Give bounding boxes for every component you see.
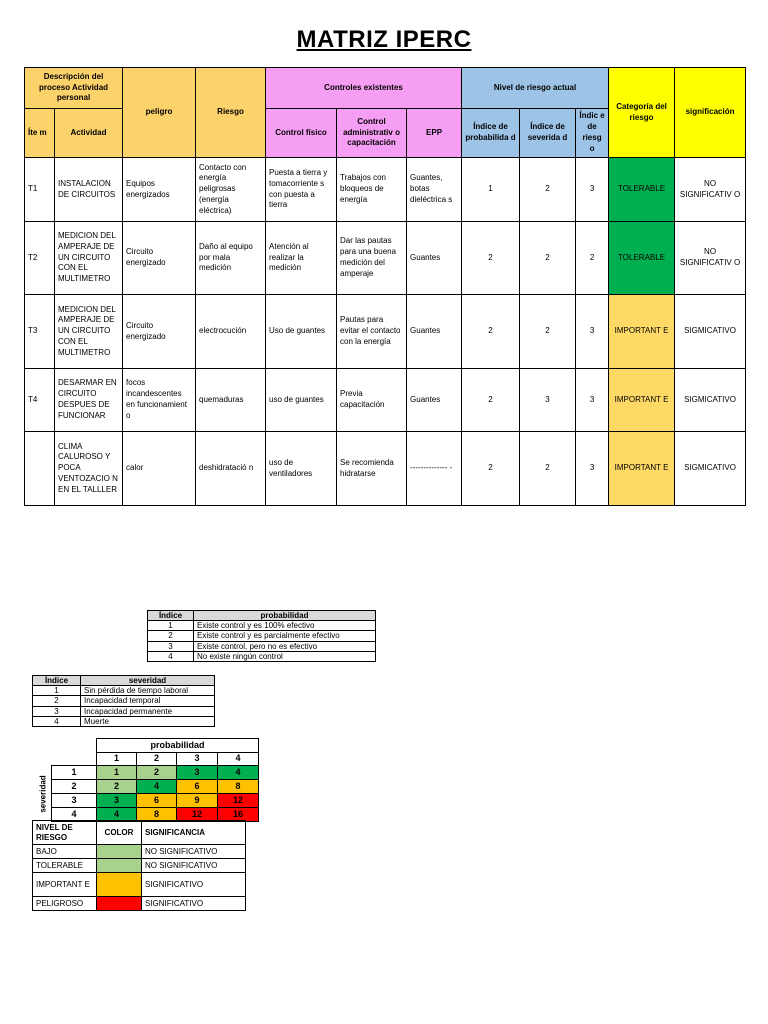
cell-significacion: SIGMICATIVO — [675, 369, 746, 432]
matrix-cell: 8 — [137, 808, 177, 822]
legend-color-swatch — [97, 859, 142, 873]
prob-indice: 2 — [148, 631, 194, 641]
cell-control-fisico: uso de guantes — [266, 369, 337, 432]
table-row — [25, 158, 746, 222]
header-riesgo: Riesgo — [196, 68, 266, 158]
risk-matrix — [51, 738, 259, 822]
cell-peligro: Equipos energizados — [123, 158, 196, 222]
matrix-cell: 8 — [218, 780, 259, 794]
cell-categoria: TOLERABLE — [609, 158, 675, 222]
cell-item: T1 — [25, 158, 55, 222]
legend-nivel: BAJO — [33, 845, 97, 859]
matrix-prob-label: probabilidad — [97, 739, 259, 753]
table-row — [33, 686, 215, 696]
matrix-cell: 12 — [218, 794, 259, 808]
table-row — [33, 845, 246, 859]
table-row — [33, 696, 215, 706]
header-peligro: peligro — [123, 68, 196, 158]
header-indice-riesgo: Índic e de riesg o — [576, 109, 609, 158]
table-row — [33, 706, 215, 716]
matrix-row-header: 1 — [52, 766, 97, 780]
matrix-row-header: 4 — [52, 808, 97, 822]
cell-epp: -------------- - — [407, 432, 462, 506]
matrix-row — [52, 794, 259, 808]
sev-desc: Incapacidad temporal — [81, 696, 215, 706]
cell-categoria: IMPORTANT E — [609, 369, 675, 432]
table-row — [33, 897, 246, 911]
table-row — [148, 651, 376, 661]
cell-riesgo-idx: 3 — [576, 432, 609, 506]
legend-color-swatch — [97, 845, 142, 859]
cell-control-admin: Se recomienda hidratarse — [337, 432, 407, 506]
cell-riesgo: deshidratació n — [196, 432, 266, 506]
legend-header-color: COLOR — [97, 821, 142, 845]
cell-control-admin: Trabajos con bloqueos de energía — [337, 158, 407, 222]
legend-header-significancia: SIGNIFICANCIA — [142, 821, 246, 845]
table-row — [33, 716, 215, 726]
table-row — [33, 873, 246, 897]
cell-significacion: NO SIGNIFICATIV O — [675, 158, 746, 222]
cell-riesgo-idx: 3 — [576, 369, 609, 432]
sev-desc: Incapacidad permanente — [81, 706, 215, 716]
cell-riesgo-idx: 3 — [576, 158, 609, 222]
prob-indice: 1 — [148, 621, 194, 631]
prob-indice: 3 — [148, 641, 194, 651]
legend-significancia: NO SIGNIFICATIVO — [142, 859, 246, 873]
cell-control-admin: Pautas para evitar el contacto con la energía — [337, 295, 407, 369]
matrix-cell: 16 — [218, 808, 259, 822]
cell-control-fisico: Atención al realizar la medición — [266, 222, 337, 295]
prob-header-indice: Índice — [148, 611, 194, 621]
matrix-row — [52, 766, 259, 780]
cell-peligro: Circuito energizado — [123, 295, 196, 369]
prob-header-probabilidad: probabilidad — [194, 611, 376, 621]
sev-header-severidad: severidad — [81, 676, 215, 686]
cell-riesgo: electrocución — [196, 295, 266, 369]
matrix-cell: 3 — [177, 766, 218, 780]
prob-desc: Existe control, pero no es efectivo — [194, 641, 376, 651]
sev-desc: Sin pérdida de tiempo laboral — [81, 686, 215, 696]
cell-peligro: Circuito energizado — [123, 222, 196, 295]
document-title: MATRIZ IPERC — [296, 26, 472, 53]
header-indice-prob: Índice de probabilida d — [462, 109, 520, 158]
legend-nivel: TOLERABLE — [33, 859, 97, 873]
sev-indice: 4 — [33, 716, 81, 726]
header-nivel: Nivel de riesgo actual — [462, 68, 609, 109]
sev-indice: 3 — [33, 706, 81, 716]
table-row — [148, 641, 376, 651]
matrix-row-header: 3 — [52, 794, 97, 808]
legend-color-swatch — [97, 873, 142, 897]
matrix-cell: 12 — [177, 808, 218, 822]
cell-item: T3 — [25, 295, 55, 369]
matrix-cell: 9 — [177, 794, 218, 808]
legend-header-nivel: NIVEL DE RIESGO — [33, 821, 97, 845]
sev-indice: 1 — [33, 686, 81, 696]
legend-nivel: PELIGROSO — [33, 897, 97, 911]
table-row — [25, 295, 746, 369]
cell-prob: 2 — [462, 295, 520, 369]
sev-header-indice: Índice — [33, 676, 81, 686]
prob-desc: Existe control y es 100% efectivo — [194, 621, 376, 631]
cell-riesgo: Contacto con energía peligrosas (energía eléctrica) — [196, 158, 266, 222]
cell-riesgo-idx: 2 — [576, 222, 609, 295]
header-indice-sev: Índice de severida d — [520, 109, 576, 158]
prob-desc: Existe control y es parcialmente efectivo — [194, 631, 376, 641]
table-row — [25, 369, 746, 432]
cell-prob: 2 — [462, 432, 520, 506]
header-item: Íte m — [25, 109, 55, 158]
table-row — [25, 222, 746, 295]
matrix-col-header: 2 — [137, 753, 177, 766]
header-descripcion: Descripción del proceso Actividad personal — [25, 68, 123, 109]
severidad-table — [32, 675, 215, 727]
probabilidad-table — [147, 610, 376, 662]
cell-actividad: INSTALACION DE CIRCUITOS — [55, 158, 123, 222]
cell-actividad: MEDICION DEL AMPERAJE DE UN CIRCUITO CON EL MULTIMETRO — [55, 222, 123, 295]
matrix-cell: 4 — [137, 780, 177, 794]
legend-significancia: SIGNIFICATIVO — [142, 897, 246, 911]
cell-sev: 2 — [520, 222, 576, 295]
header-controles: Controles existentes — [266, 68, 462, 109]
header-significacion: significación — [675, 68, 746, 158]
cell-significacion: SIGMICATIVO — [675, 295, 746, 369]
prob-desc: No existe ningún control — [194, 651, 376, 661]
cell-sev: 2 — [520, 432, 576, 506]
table-row — [148, 621, 376, 631]
cell-control-fisico: Puesta a tierra y tomacorriente s con puesta a tierra — [266, 158, 337, 222]
iperc-table — [24, 67, 746, 506]
matrix-col-header: 1 — [97, 753, 137, 766]
legend-significancia: NO SIGNIFICATIVO — [142, 845, 246, 859]
cell-riesgo-idx: 3 — [576, 295, 609, 369]
matrix-row-header: 2 — [52, 780, 97, 794]
legend-significancia: SIGNIFICATIVO — [142, 873, 246, 897]
cell-control-admin: Previa capacitación — [337, 369, 407, 432]
cell-control-fisico: uso de ventiladores — [266, 432, 337, 506]
cell-item — [25, 432, 55, 506]
matrix-cell: 1 — [97, 766, 137, 780]
cell-prob: 1 — [462, 158, 520, 222]
cell-control-fisico: Uso de guantes — [266, 295, 337, 369]
matrix-cell: 2 — [137, 766, 177, 780]
cell-actividad: CLIMA CALUROSO Y POCA VENTOZACIO N EN EL TALLLER — [55, 432, 123, 506]
header-control-fisico: Control físico — [266, 109, 337, 158]
cell-peligro: calor — [123, 432, 196, 506]
cell-riesgo: Daño al equipo por mala medición — [196, 222, 266, 295]
header-categoria: Categoría del riesgo — [609, 68, 675, 158]
matrix-cell: 4 — [97, 808, 137, 822]
matrix-severidad-label: severidad — [38, 775, 48, 813]
header-control-admin: Control administrativ o capacitación — [337, 109, 407, 158]
cell-prob: 2 — [462, 369, 520, 432]
cell-sev: 2 — [520, 158, 576, 222]
cell-peligro: focos incandescentes en funcionamient o — [123, 369, 196, 432]
cell-riesgo: quemaduras — [196, 369, 266, 432]
header-actividad: Actividad — [55, 109, 123, 158]
legend-color-swatch — [97, 897, 142, 911]
cell-item: T2 — [25, 222, 55, 295]
cell-sev: 2 — [520, 295, 576, 369]
matrix-cell: 6 — [137, 794, 177, 808]
cell-significacion: SIGMICATIVO — [675, 432, 746, 506]
cell-control-admin: Dar las pautas para una buena medición del amperaje — [337, 222, 407, 295]
matrix-cell: 6 — [177, 780, 218, 794]
cell-significacion: NO SIGNIFICATIV O — [675, 222, 746, 295]
matrix-cell: 2 — [97, 780, 137, 794]
cell-prob: 2 — [462, 222, 520, 295]
table-row — [148, 631, 376, 641]
cell-epp: Guantes — [407, 222, 462, 295]
cell-item: T4 — [25, 369, 55, 432]
prob-indice: 4 — [148, 651, 194, 661]
cell-categoria: IMPORTANT E — [609, 432, 675, 506]
header-epp: EPP — [407, 109, 462, 158]
cell-epp: Guantes, botas dieléctrica s — [407, 158, 462, 222]
cell-epp: Guantes — [407, 369, 462, 432]
cell-categoria: TOLERABLE — [609, 222, 675, 295]
table-row — [33, 859, 246, 873]
matrix-row — [52, 780, 259, 794]
matrix-col-header: 4 — [218, 753, 259, 766]
table-row — [25, 432, 746, 506]
cell-actividad: DESARMAR EN CIRCUITO DESPUES DE FUNCIONAR — [55, 369, 123, 432]
legend-nivel: IMPORTANT E — [33, 873, 97, 897]
cell-actividad: MEDICION DEL AMPERAJE DE UN CIRCUITO CON EL MULTIMETRO — [55, 295, 123, 369]
cell-epp: Guantes — [407, 295, 462, 369]
matrix-cell: 4 — [218, 766, 259, 780]
matrix-col-header: 3 — [177, 753, 218, 766]
risk-legend-table — [32, 820, 246, 911]
cell-categoria: IMPORTANT E — [609, 295, 675, 369]
cell-sev: 3 — [520, 369, 576, 432]
sev-desc: Muerte — [81, 716, 215, 726]
matrix-cell: 3 — [97, 794, 137, 808]
sev-indice: 2 — [33, 696, 81, 706]
